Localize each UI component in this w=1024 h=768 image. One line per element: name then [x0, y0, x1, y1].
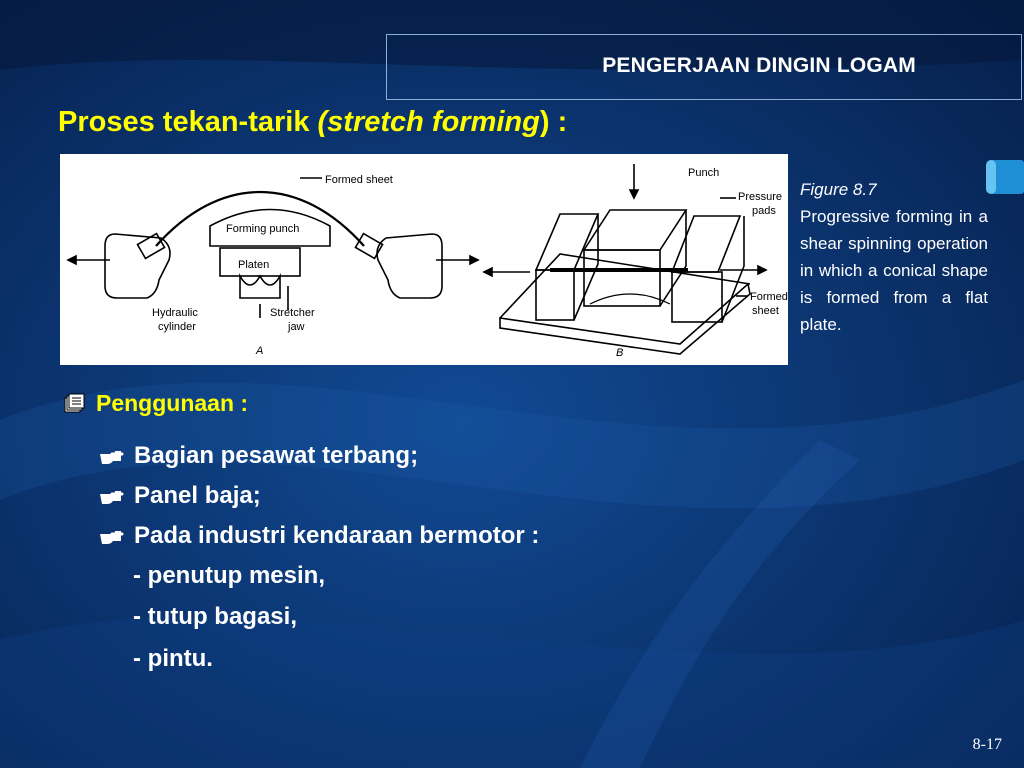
slide-title: [58, 106, 567, 139]
usage-item-text: Bagian pesawat terbang;: [134, 442, 419, 469]
label-formed: Formed: [750, 291, 788, 303]
usage-item-text: Pada industri kendaraan bermotor :: [134, 522, 540, 549]
title-tail: ) :: [539, 106, 568, 138]
label-formed-sheet: Formed sheet: [325, 174, 393, 186]
label-pads: pads: [752, 205, 776, 217]
label-jaw: jaw: [288, 321, 305, 333]
label-cylinder: cylinder: [158, 321, 196, 333]
side-tab-decoration: [986, 160, 1024, 194]
usage-subitem: - tutup bagasi,: [133, 603, 297, 630]
usage-heading-text: Penggunaan :: [96, 390, 249, 416]
label-platen: Platen: [238, 259, 270, 271]
label-hydraulic: Hydraulic: [152, 307, 198, 319]
figure-drawing: [60, 154, 788, 365]
title-main: Proses tekan-tarik: [58, 106, 318, 138]
usage-item-text: Panel baja;: [134, 482, 261, 509]
usage-item: [98, 442, 418, 470]
caption-body: Progressive forming in a shear spinning operation in which a conical shape is formed from a flat plate.: [800, 207, 988, 334]
label-a: A: [256, 345, 264, 357]
diagram-a-labels: [152, 174, 393, 357]
notebook-icon: [62, 392, 86, 416]
diagram-b: [484, 164, 766, 354]
usage-item: [98, 482, 261, 510]
diagram-b-labels: [616, 167, 788, 359]
caption-title: Figure 8.7: [800, 180, 877, 199]
stretch-forming-figure: [60, 154, 788, 365]
header-title: PENGERJAAN DINGIN LOGAM: [602, 54, 916, 77]
diagram-a: [68, 178, 478, 318]
usage-item: [98, 522, 539, 550]
usage-subitem: - penutup mesin,: [133, 562, 325, 589]
label-b: B: [616, 347, 624, 359]
title-italic: (stretch forming: [317, 106, 540, 138]
label-pressure: Pressure: [738, 191, 783, 203]
pointing-hand-icon: [98, 486, 124, 506]
label-sheet: sheet: [752, 305, 779, 317]
label-forming-punch: Forming punch: [226, 223, 300, 235]
pointing-hand-icon: [98, 526, 124, 546]
label-punch: Punch: [688, 167, 720, 179]
page-number: 8-17: [972, 736, 1002, 753]
label-stretcher: Stretcher: [270, 307, 315, 319]
usage-heading: [62, 390, 248, 417]
pointing-hand-icon: [98, 446, 124, 466]
usage-subitem: - pintu.: [133, 645, 213, 672]
figure-caption: [800, 176, 988, 338]
